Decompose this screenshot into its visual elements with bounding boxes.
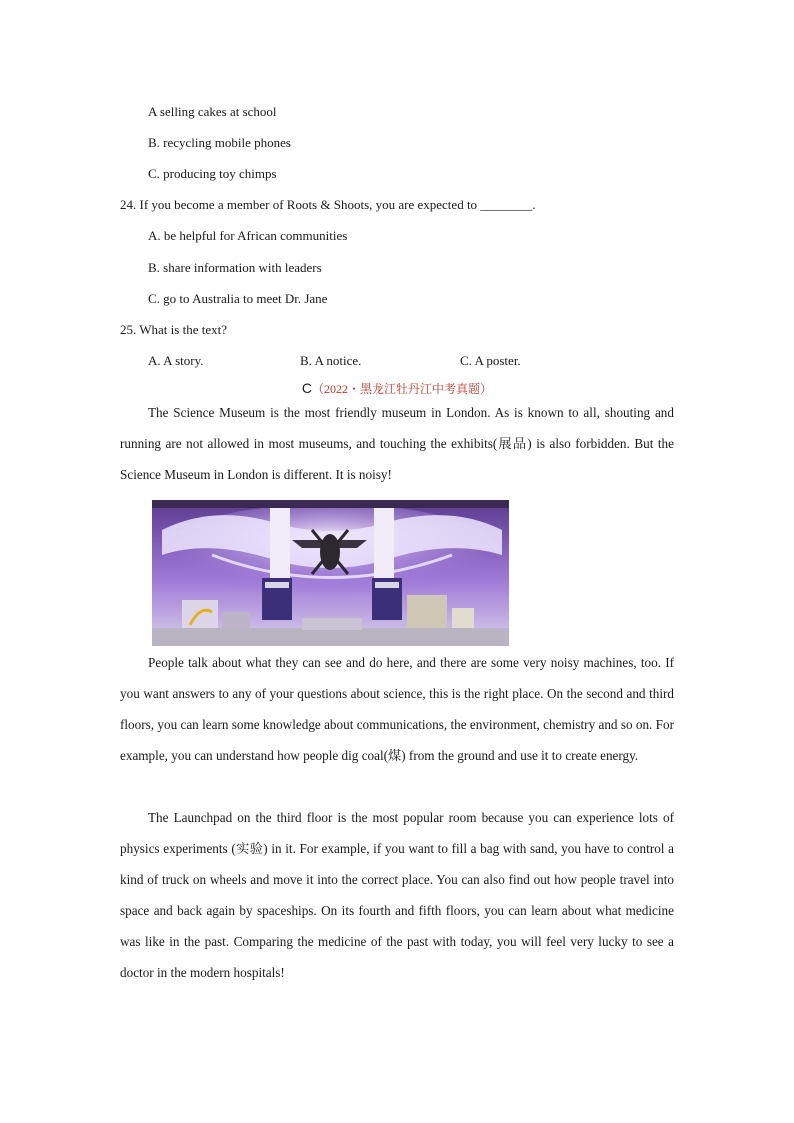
q23-option-b: B. recycling mobile phones	[148, 135, 291, 150]
passage-paragraph-1: The Science Museum is the most friendly museum in London. As is known to all, shouting and running are not allowed in most museums, and touching the exhibits(展品) is also forbidden. But the Science Museum in London is different. It is noisy!	[120, 405, 674, 482]
q25-option-a: A. A story.	[148, 353, 204, 368]
section-letter: C	[301, 380, 313, 396]
q24-option-c: C. go to Australia to meet Dr. Jane	[148, 291, 328, 306]
q23-option-a: A selling cakes at school	[148, 104, 277, 119]
passage-paragraph-2: People talk about what they can see and do here, and there are some very noisy machines, too. If you want answers to any of your questions about science, this is the right place. On the second and third floors, you can learn some knowledge about communications, the environment, chemistry and so on. For example, you can understand how people dig coal(煤) from the ground and use it to create energy.	[120, 655, 674, 763]
q25-stem: 25. What is the text?	[120, 322, 227, 337]
q25-option-c: C. A poster.	[460, 353, 521, 368]
passage-paragraph-3: The Launchpad on the third floor is the most popular room because you can experience lots of physics experiments (实验) in it. For example, if you want to fill a bag with sand, you have to control a kind of truck on wheels and move it into the correct place. You can also find out how people travel into space and back again by spaceships. On its fourth and fifth floors, you can learn about what medicine was like in the past. Comparing the medicine of the past with today, you will feel very lucky to see a doctor in the modern hospitals!	[120, 810, 674, 980]
museum-photo	[152, 500, 509, 646]
q24-option-b: B. share information with leaders	[148, 260, 322, 275]
q25-option-b: B. A notice.	[300, 353, 362, 368]
q24-stem: 24. If you become a member of Roots & Shoots, you are expected to ________.	[120, 197, 536, 212]
section-source: （2022・黑龙江牡丹江中考真题）	[312, 382, 493, 396]
q24-option-a: A. be helpful for African communities	[148, 228, 348, 243]
q23-option-c: C. producing toy chimps	[148, 166, 277, 181]
q25-options	[148, 353, 568, 369]
section-heading	[0, 379, 794, 398]
